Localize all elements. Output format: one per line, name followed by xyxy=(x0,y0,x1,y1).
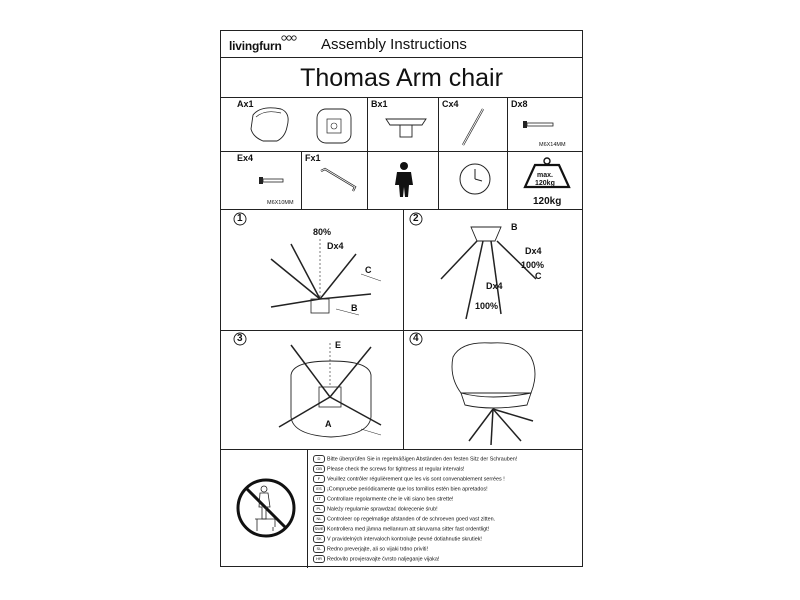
warning-line-gb: GB Please check the screws for tightness at regular intervals! xyxy=(313,465,465,473)
chair-seat-icon xyxy=(241,103,361,149)
warning-line-nl: NL Controleer op regelmatige afstanden of de schroeven goed vast zitten. xyxy=(313,515,495,523)
warning-line-it: IT Controllare regolarmente che le viti siano ben strette! xyxy=(313,495,453,503)
step-2-c-label: C xyxy=(535,271,542,281)
weight-badge-line2: 120kg xyxy=(535,180,555,187)
step-4-assembled-chair xyxy=(421,337,581,447)
product-title: Thomas Arm chair xyxy=(300,64,503,92)
step-3-e-label: E xyxy=(335,340,342,350)
warning-line-sk: SK V pravidelných intervaloch kontrolujte pevné dotiahnutie skrutiek! xyxy=(313,535,482,543)
step-3-number: 3 xyxy=(235,333,241,344)
one-person-icon xyxy=(389,161,419,201)
leg-icon xyxy=(445,103,505,151)
warning-line-sl: SL Redno preverjajte, ali so vijaki trdno priviti! xyxy=(313,545,428,553)
step-2-pct1: 100% xyxy=(521,260,545,270)
part-e-label: Ex4 xyxy=(237,153,254,163)
weight-badge-line1: max. xyxy=(537,172,553,179)
bolt-e-icon xyxy=(257,175,297,187)
part-d-spec: M6X14MM xyxy=(539,142,566,148)
part-d-label: Dx8 xyxy=(511,99,528,109)
clock-icon xyxy=(457,161,493,197)
bolt-d-icon xyxy=(521,119,561,131)
warning-line-fr: F Veuillez contrôler régulièrement que les vis sont convenablement serrées ! xyxy=(313,475,505,483)
instruction-sheet xyxy=(220,30,583,567)
header-title: Assembly Instructions xyxy=(321,36,467,53)
warning-line-de: D Bitte überprüfen Sie in regelmäßigen Abständen den festen Sitz der Schrauben! xyxy=(313,455,517,463)
part-f-label: Fx1 xyxy=(305,153,321,163)
warning-line-es: ES ¡Compruebe periódicamente que los tornillos estén bien apretados! xyxy=(313,485,488,493)
step-1-number: 1 xyxy=(235,213,241,224)
step-3-diagram xyxy=(241,337,401,447)
step-4-number: 4 xyxy=(411,333,417,344)
step-2-d1-label: Dx4 xyxy=(525,246,542,256)
step-2-number: 2 xyxy=(411,213,417,224)
brand-logo: livingfurn xyxy=(229,39,282,53)
step-2-diagram xyxy=(411,219,581,329)
step-1-d-label: Dx4 xyxy=(327,241,344,251)
step-1-b-label: B xyxy=(351,303,358,313)
step-2-d2-label: Dx4 xyxy=(486,281,503,291)
part-b-label: Bx1 xyxy=(371,99,388,109)
part-c-label: Cx4 xyxy=(442,99,459,109)
step-3-a-label: A xyxy=(325,419,332,429)
warning-line-pl: PL Należy regularnie sprawdzać dokręcenie śrub! xyxy=(313,505,438,513)
step-2-pct2: 100% xyxy=(475,301,499,311)
swivel-plate-icon xyxy=(376,109,436,149)
weight-caption: 120kg xyxy=(533,196,562,207)
warning-line-swe: SWE Kontrollera med jämna mellanrum att skruvarna sitter fast ordentligt! xyxy=(314,526,490,533)
no-standing-on-chair-icon xyxy=(233,475,299,541)
part-e-spec: M6X10MM xyxy=(267,200,294,206)
allen-key-icon xyxy=(317,165,367,195)
step-1-torque: 80% xyxy=(313,227,332,237)
warning-line-hr: HR Redovito provjeravajte čvrsto naljeganje vijaka! xyxy=(313,555,439,563)
step-2-b-label: B xyxy=(511,222,518,232)
logo-dots-icon xyxy=(281,35,297,41)
step-1-c-label: C xyxy=(365,265,372,275)
part-a-label: Ax1 xyxy=(237,99,254,109)
